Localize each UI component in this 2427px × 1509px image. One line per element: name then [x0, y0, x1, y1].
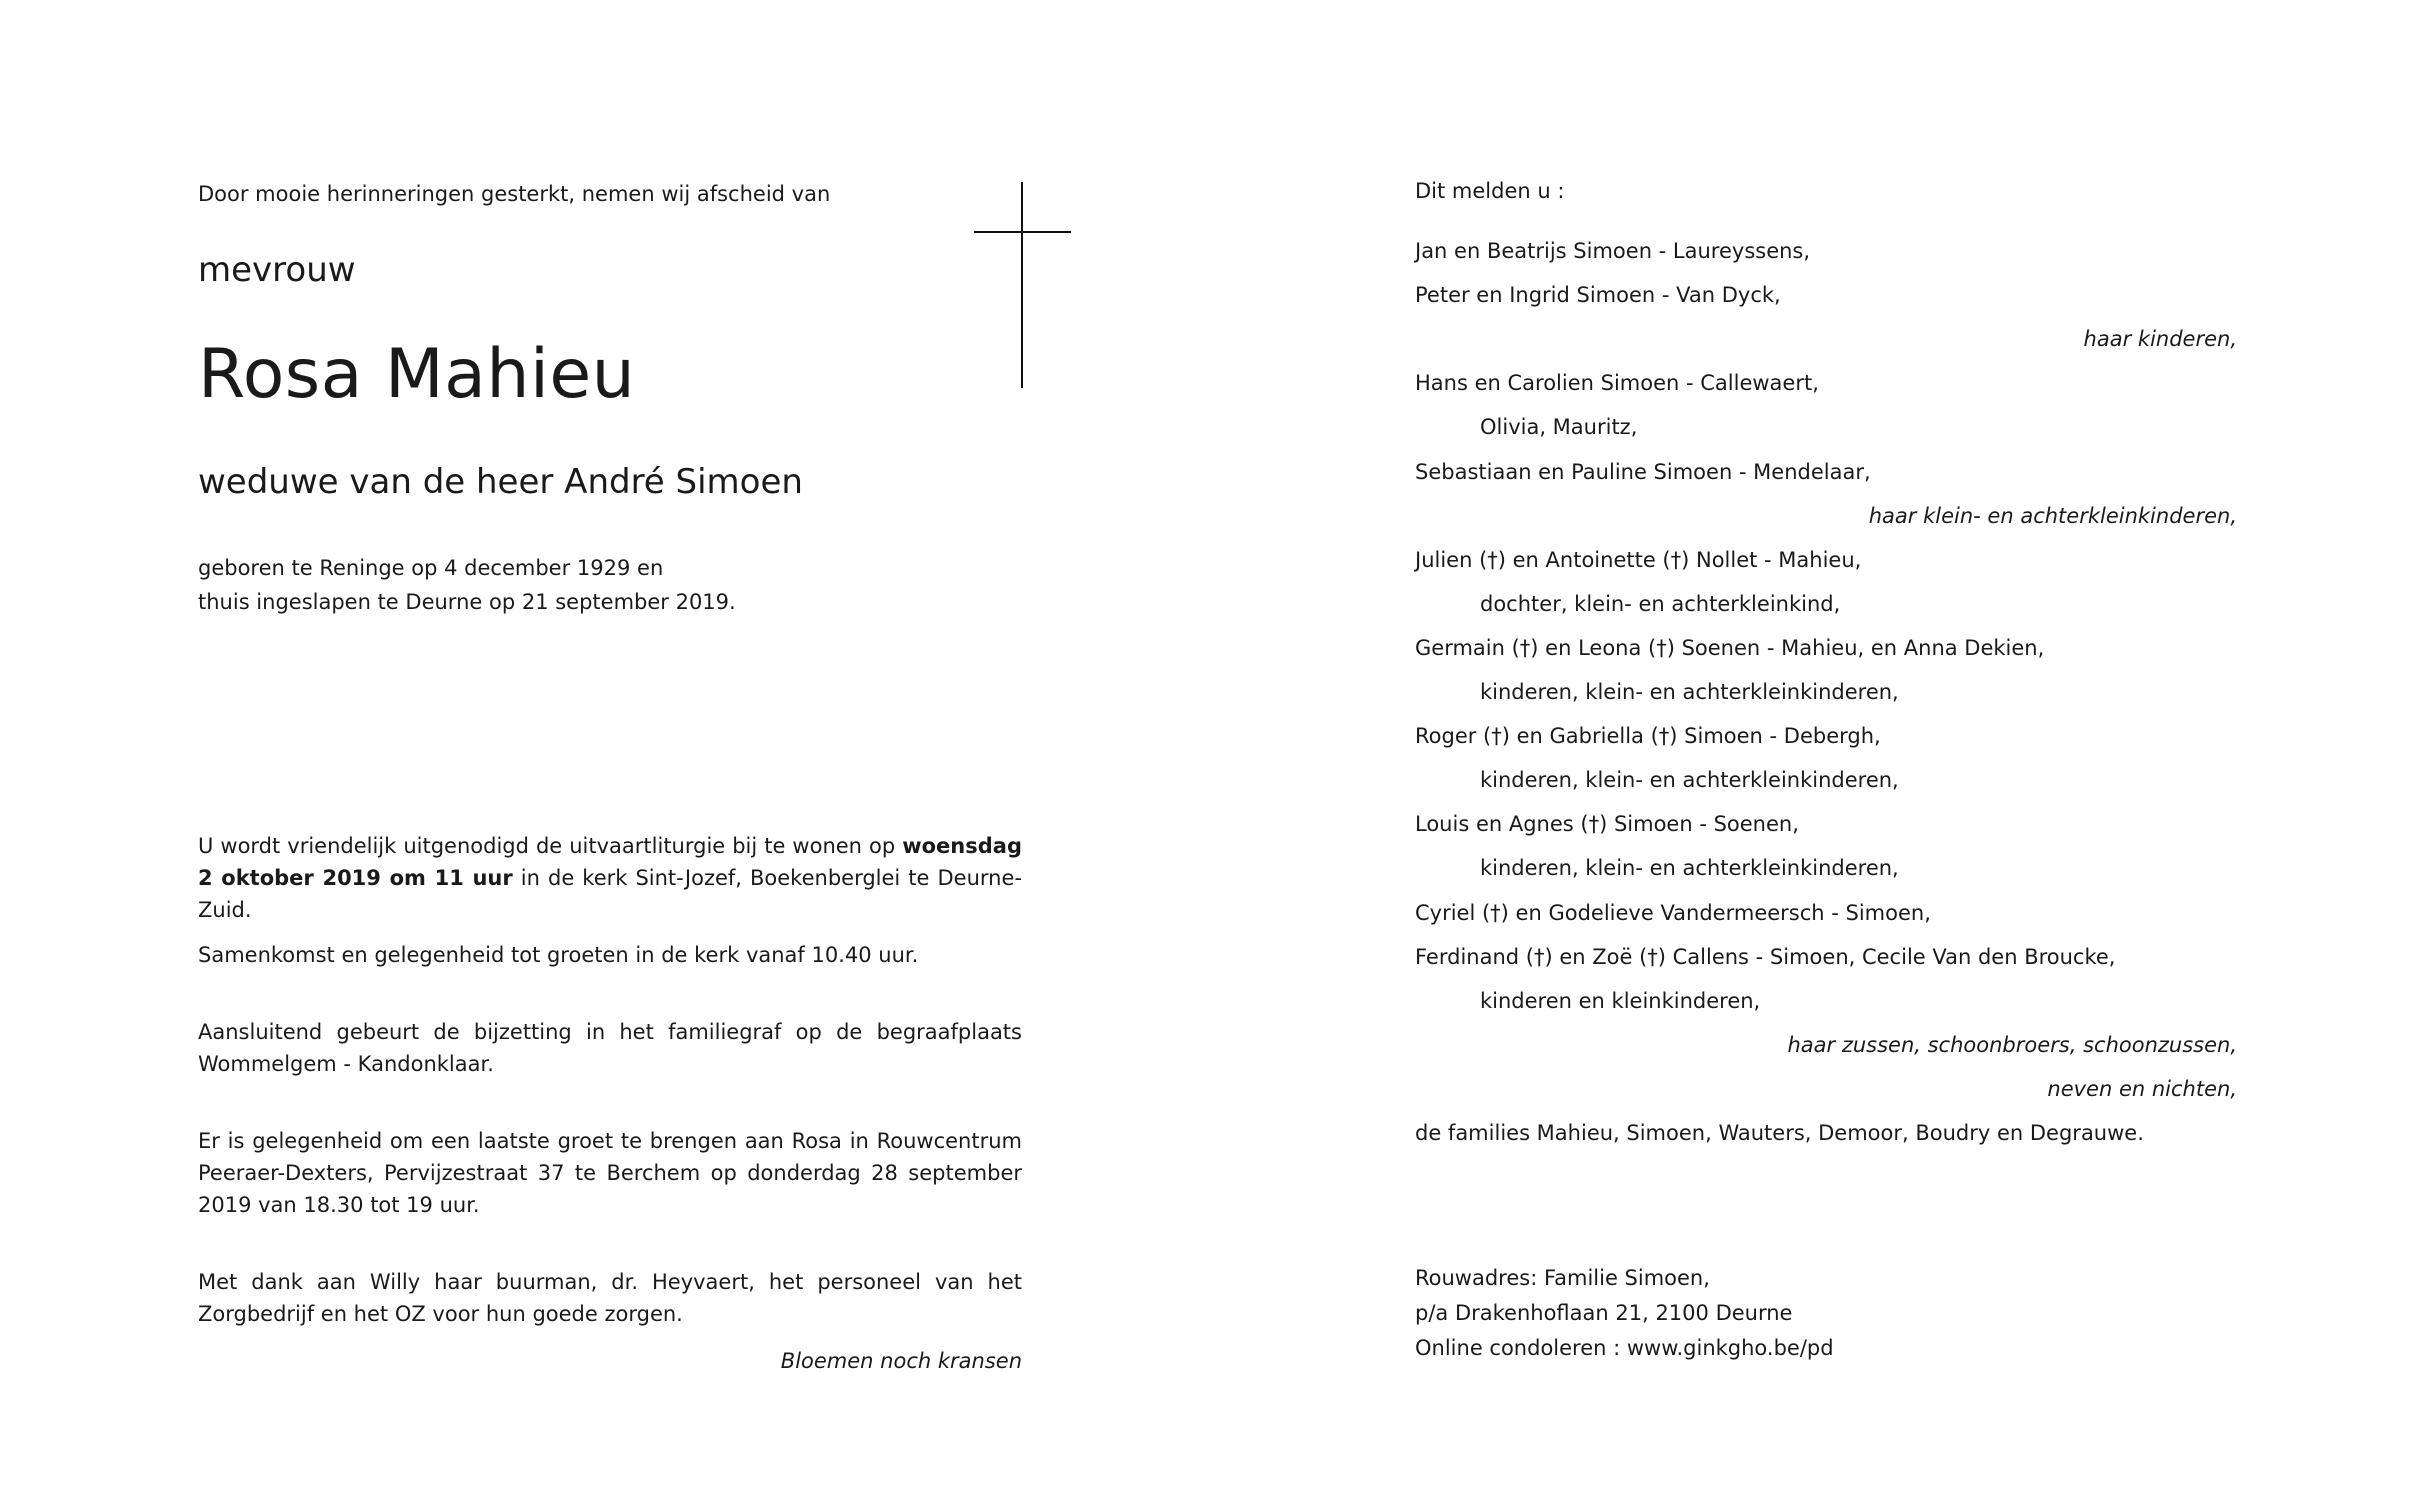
family-line: Julien (†) en Antoinette (†) Nollet - Mahieu,	[1415, 548, 1862, 572]
invite-text: U wordt vriendelijk uitgenodigd de uitvaartliturgie bij te wonen op	[198, 834, 896, 858]
invite-date: woensdag 2 oktober 2019 om 11 uur	[198, 834, 1022, 890]
family-line: Jan en Beatrijs Simoen - Laureyssens,	[1415, 239, 1811, 263]
family-line: Peter en Ingrid Simoen - Van Dyck,	[1415, 283, 1781, 307]
deceased-name: Rosa Mahieu	[198, 335, 636, 414]
widow-line: weduwe van de heer André Simoen	[198, 462, 803, 502]
family-sub-line: Olivia, Mauritz,	[1480, 415, 1638, 439]
family-sub-line: kinderen, klein- en achterkleinkinderen,	[1480, 768, 1899, 792]
family-line: Sebastiaan en Pauline Simoen - Mendelaar,	[1415, 460, 1871, 484]
address-line-2: p/a Drakenhoflaan 21, 2100 Deurne	[1415, 1301, 1793, 1325]
family-line: Ferdinand (†) en Zoë (†) Callens - Simoen, Cecile Van den Broucke,	[1415, 945, 2116, 969]
invite-location: in de kerk Sint-Jozef, Boekenberglei te Deurne-Zuid.	[198, 866, 1022, 922]
relation-label: neven en nichten,	[2047, 1077, 2237, 1101]
farewell-paragraph: Er is gelegenheid om een laatste groet te brengen aan Rosa in Rouwcentrum Peeraer-Dexters, Pervijzestraat 37 te Berchem op donderdag 28 september 2019 van 18.30 tot 19 uur.	[198, 1129, 1022, 1217]
online-condolences: Online condoleren : www.ginkgho.be/pd	[1415, 1336, 1834, 1360]
birth-line: geboren te Reninge op 4 december 1929 en	[198, 556, 664, 580]
relation-label: haar klein- en achterkleinkinderen,	[1868, 504, 2237, 528]
family-sub-line: kinderen, klein- en achterkleinkinderen,	[1480, 856, 1899, 880]
thanks-paragraph: Met dank aan Willy haar buurman, dr. Heyvaert, het personeel van het Zorgbedrijf en het OZ voor hun goede zorgen.	[198, 1270, 1022, 1326]
family-line: Hans en Carolien Simoen - Callewaert,	[1415, 371, 1819, 395]
title-mevrouw: mevrouw	[198, 250, 356, 290]
relation-label: haar kinderen,	[2083, 327, 2237, 351]
family-line: Cyriel (†) en Godelieve Vandermeersch - Simoen,	[1415, 901, 1931, 925]
invitation-paragraph	[198, 830, 1022, 926]
family-line: Germain (†) en Leona (†) Soenen - Mahieu, en Anna Dekien,	[1415, 636, 2045, 660]
relation-label: haar zussen, schoonbroers, schoonzussen,	[1787, 1033, 2237, 1057]
family-line: de families Mahieu, Simoen, Wauters, Demoor, Boudry en Degrauwe.	[1415, 1121, 2144, 1145]
death-line: thuis ingeslapen te Deurne op 21 september 2019.	[198, 590, 736, 614]
family-sub-line: dochter, klein- en achterkleinkind,	[1480, 592, 1841, 616]
cross-icon-bar	[974, 231, 1071, 233]
burial-paragraph: Aansluitend gebeurt de bijzetting in het familiegraf op de begraafplaats Wommelgem - Kandonklaar.	[198, 1020, 1022, 1076]
family-line: Roger (†) en Gabriella (†) Simoen - Debergh,	[1415, 724, 1881, 748]
announce-header: Dit melden u :	[1415, 179, 1565, 203]
intro-text: Door mooie herinneringen gesterkt, nemen wij afscheid van	[198, 182, 831, 206]
family-line: Louis en Agnes (†) Simoen - Soenen,	[1415, 812, 1799, 836]
address-line-1: Rouwadres: Familie Simoen,	[1415, 1266, 1710, 1290]
gathering-paragraph: Samenkomst en gelegenheid tot groeten in de kerk vanaf 10.40 uur.	[198, 943, 919, 967]
cross-icon	[1021, 182, 1023, 388]
flowers-note: Bloemen noch kransen	[780, 1349, 1022, 1373]
family-sub-line: kinderen, klein- en achterkleinkinderen,	[1480, 680, 1899, 704]
family-sub-line: kinderen en kleinkinderen,	[1480, 989, 1761, 1013]
